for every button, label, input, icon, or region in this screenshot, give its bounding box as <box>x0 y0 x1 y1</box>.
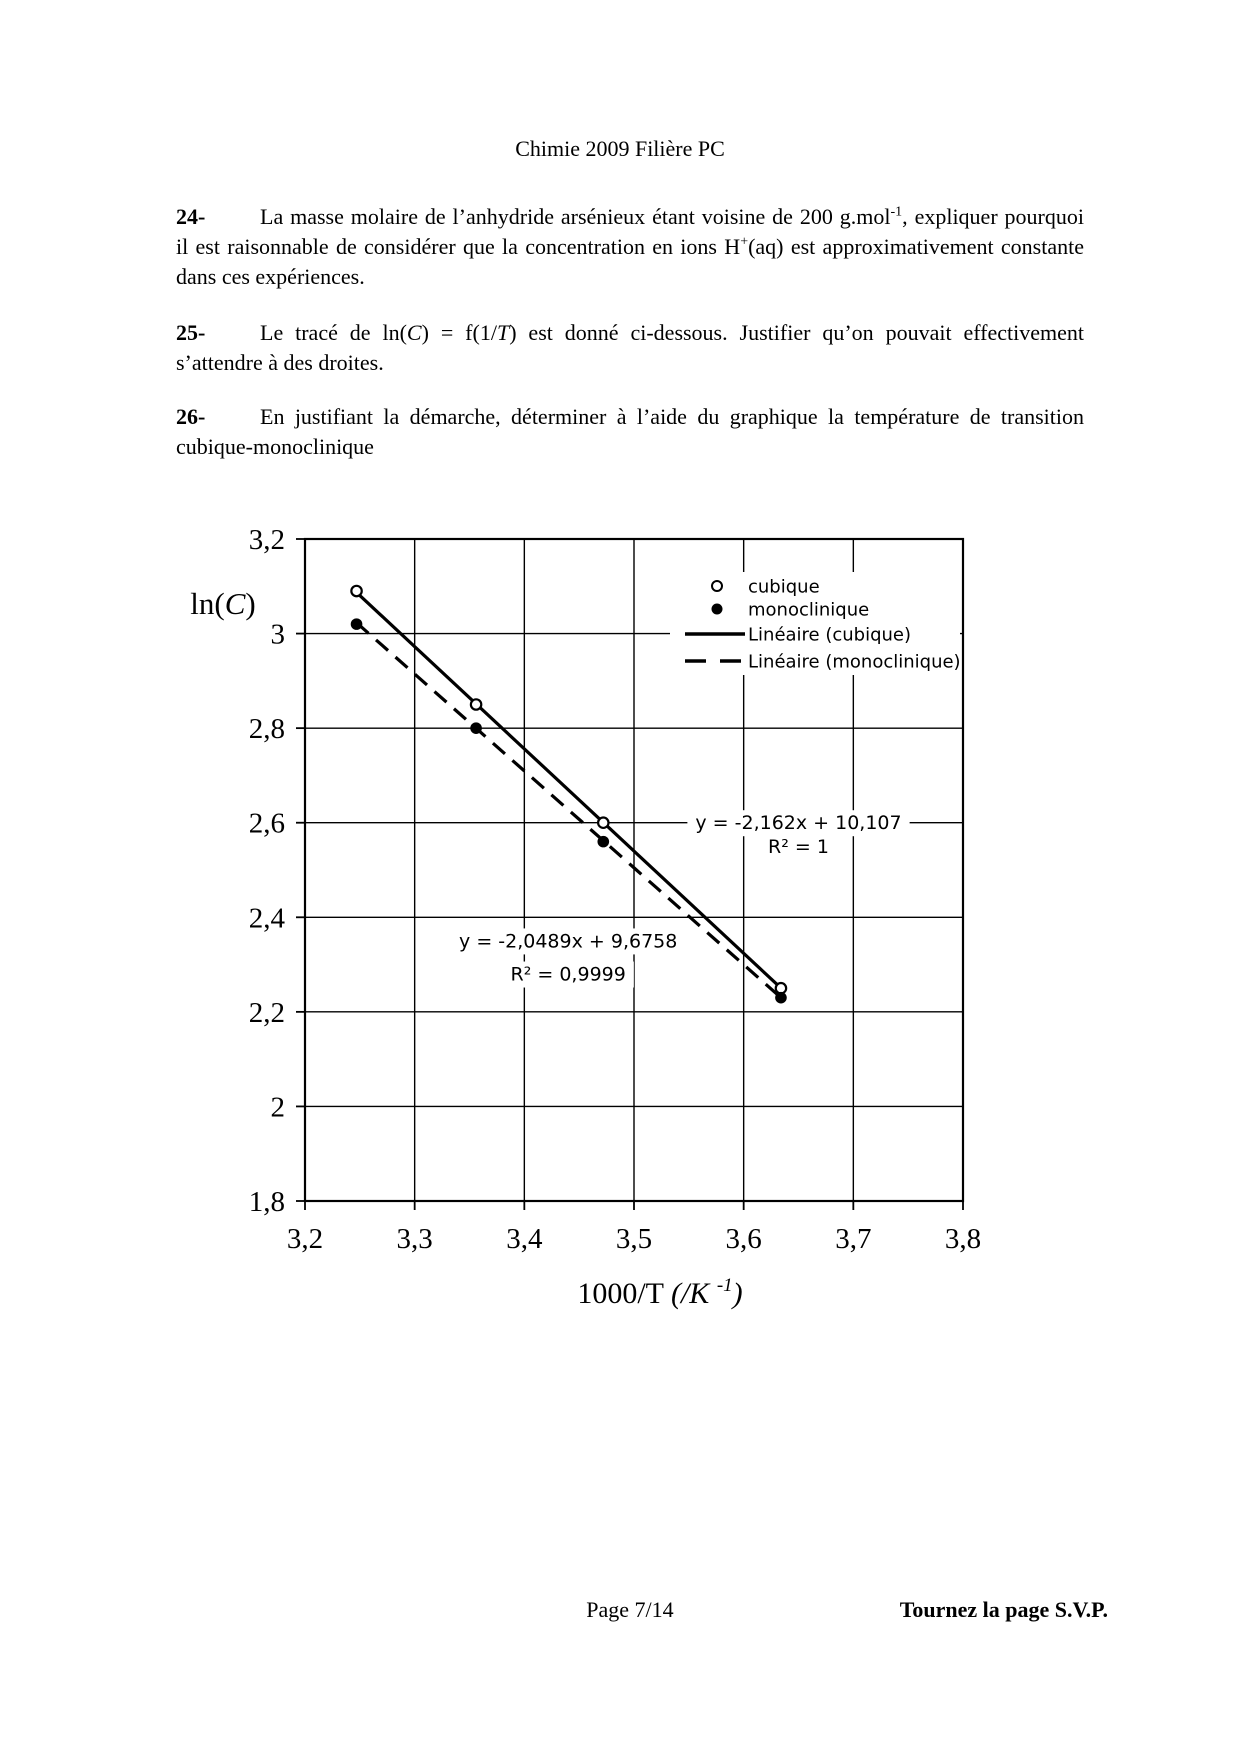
data-point <box>470 722 482 734</box>
y-axis-title: ln(C) <box>190 586 256 621</box>
legend-label: monoclinique <box>748 599 870 621</box>
y-tick-label: 2 <box>270 1091 285 1124</box>
x-axis-title: 1000/T (/K $^{-1}$) <box>577 1275 743 1310</box>
chart-annotation: R² = 0,9999 <box>510 963 626 986</box>
x-tick-label: 3,5 <box>615 1223 653 1255</box>
data-point <box>776 983 786 993</box>
chart-annotation: y = -2,0489x + 9,6758 <box>459 930 678 953</box>
chart-annotation: y = -2,162x + 10,107 <box>695 812 902 835</box>
legend-label: cubique <box>748 576 820 598</box>
y-tick-label: 3 <box>270 618 285 651</box>
question-text-run: -1 <box>890 204 903 220</box>
legend-label: Linéaire (monoclinique) <box>748 651 961 673</box>
legend-label: Linéaire (cubique) <box>748 624 912 646</box>
x-tick-label: 3,4 <box>506 1223 543 1255</box>
x-tick-label: 3,3 <box>396 1223 433 1255</box>
page-title: Chimie 2009 Filière PC <box>515 136 725 161</box>
question-text-run: + <box>740 234 749 250</box>
question-number: 25- <box>176 320 206 345</box>
page-number: Page 7/14 <box>586 1597 674 1622</box>
question-number: 24- <box>176 204 206 229</box>
y-tick-label: 2,8 <box>248 713 285 746</box>
question-paragraph-26 <box>176 402 1084 462</box>
x-tick-label: 3,8 <box>944 1223 982 1255</box>
y-tick-label: 2,4 <box>248 902 285 935</box>
chart-annotations <box>451 810 910 987</box>
chart-svg <box>150 460 1030 1340</box>
open-circle-marker-icon <box>712 581 722 591</box>
y-tick-label: 2,6 <box>248 807 285 840</box>
data-point <box>597 836 609 848</box>
data-point <box>351 618 363 630</box>
data-point <box>775 992 787 1004</box>
chart-annotation: R² = 1 <box>768 835 829 858</box>
filled-circle-marker-icon <box>712 604 723 615</box>
y-tick-label: 3,2 <box>248 524 285 556</box>
question-text-run: La masse molaire de l’anhydride arsénieux étant voisine de 200 g.mol <box>260 204 891 229</box>
question-text-run: Le tracé de ln( <box>260 320 407 345</box>
y-tick-label: 1,8 <box>248 1186 285 1218</box>
chart-legend <box>670 572 961 675</box>
question-text-run: ) est donné ci-dessous. Justifier qu’on pouvait effectivement s’attendre à des droites. <box>176 320 1085 375</box>
question-text-run: C <box>406 320 422 345</box>
x-axis-tick-labels <box>287 1223 981 1255</box>
question-number: 26- <box>176 404 206 429</box>
question-text-run: , expliquer pourquoi il est raisonnable de considérer que la concentration en ions H <box>176 204 1084 259</box>
y-axis-tick-labels <box>249 524 286 1218</box>
y-tick-label: 2,2 <box>248 996 285 1029</box>
question-paragraph-24 <box>176 202 1084 292</box>
question-paragraph-25 <box>176 318 1084 378</box>
x-tick-label: 3,7 <box>835 1223 872 1255</box>
question-text-run: (aq) est approximativement constante dans ces expériences. <box>176 234 1084 289</box>
question-text-run: T <box>496 320 510 345</box>
x-tick-label: 3,2 <box>286 1223 324 1255</box>
x-tick-label: 3,6 <box>725 1223 762 1255</box>
data-point <box>598 818 608 828</box>
turn-page-note: Tournez la page S.V.P. <box>899 1597 1108 1622</box>
data-point <box>351 586 361 596</box>
question-text-run: ) = f(1/ <box>421 320 497 345</box>
data-point <box>471 699 481 709</box>
question-text-run: En justifiant la démarche, déterminer à l’aide du graphique la température de transition cubique-monoclinique <box>176 404 1084 459</box>
